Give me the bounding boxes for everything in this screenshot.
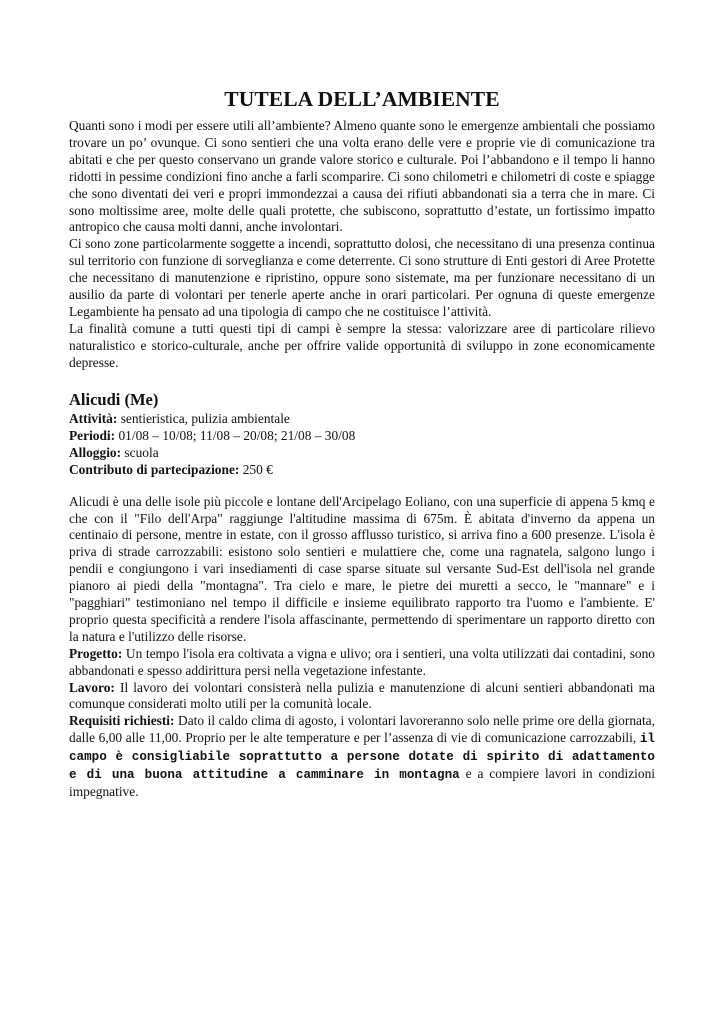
intro-paragraph-1: Quanti sono i modi per essere utili all’ambiente? Almeno quante sono le emergenze ambientali che possiamo trovare un po’ ovunque. Ci sono sentieri che una volta erano delle vere e proprie vie di comunicazione tra abitati e che per questo conservano un grande valore storico e culturale. Poi l’abbandono e il tempo li hanno ridotti in pessime condizioni fino anche a farli scomparire. Ci sono chilometri e chilometri di coste e spiagge che sono diventati dei veri e propri immondezzai a causa dei rifiuti abbandonati sia a terra che in mare. Ci sono moltissime aree, molte delle quali protette, che subiscono, soprattutto d’estate, un fortissimo impatto antropico che causa molti danni, anche involontari. [69,118,655,235]
intro-paragraph-3: La finalità comune a tutti questi tipi di campi è sempre la stessa: valorizzare aree di particolare rilievo naturalistico e storico-culturale, anche per offrire valide opportunità di sviluppo in zone economicamente depresse. [69,320,655,370]
camp-fee [69,461,655,478]
document-page [69,86,655,801]
camp-activity-value: sentieristica, pulizia ambientale [117,410,290,426]
camp-work [69,680,655,714]
camp-periods-label: Periodi: [69,427,116,443]
page-title: TUTELA DELL’AMBIENTE [224,87,500,111]
camp-periods-value: 01/08 – 10/08; 11/08 – 20/08; 21/08 – 30/08 [115,427,356,443]
camp-requirements-value: Dato il caldo clima di agosto, i volontari lavoreranno solo nelle prime ore della giornata, dalle 6,00 alle 11,00. Proprio per le alte temperature e per l’assenza di vie di comunicazione carrozzabili, [69,713,655,746]
camp-work-value: Il lavoro dei volontari consisterà nella pulizia e manutenzione di alcuni sentieri abbandonati ma comunque considerati molto utili per la comunità locale. [69,679,655,712]
camp-lodging-value: scuola [121,444,159,460]
camp-description: Alicudi è una delle isole più piccole e lontane dell'Arcipelago Eoliano, con una superficie di appena 5 kmq e che con il "Filo dell'Arpa" raggiunge l'altitudine massima di 675m. È abitata d'inverno da appena un centinaio di persone, mentre in estate, con il grosso afflusso turistico, si arriva fino a 600 presenze. L'isola è priva di strade carrozzabili: esistono solo sentieri e mulattiere che, come una ragnatela, salgono lungo i pendii e congiungono i vari insediamenti di case sparse situate sul versante Sud-Est dell'isola nel grande pianoro ai piedi della "montagna". Tra cielo e mare, le pietre dei muretti a secco, le "mannare" e i "pagghiari" testimoniano nel tempo il difficile e insieme equilibrato rapporto tra l'uomo e l'ambiente. E' proprio questa specificità a rendere l'isola affascinante, permettendo di sperimentare un rapporto diretto con la natura e l'utilizzo delle risorse. [69,493,655,644]
camp-activity [69,410,655,427]
camp-requirements [69,713,655,801]
camp-work-label: Lavoro: [69,679,115,695]
camp-title: Alicudi (Me) [69,389,159,409]
camp-requirements-label: Requisiti richiesti: [69,713,175,729]
camp-requirements-emphasis: il campo è consigliabile soprattutto a persone dotate di spirito di adattamento e di una buona attitudine a camminare in montagna [69,732,655,783]
camp-project [69,646,655,680]
camp-project-value: Un tempo l'isola era coltivata a vigna e ulivo; ora i sentieri, una volta utilizzati dai contadini, sono abbandonati e spesso addirittura persi nella vegetazione infestante. [69,645,655,678]
camp-periods [69,427,655,444]
camp-project-label: Progetto: [69,645,123,661]
camp-activity-label: Attività: [69,410,118,426]
camp-lodging-label: Alloggio: [69,444,122,460]
camp-requirements-end: e a compiere lavori in condizioni impegnative. [69,766,655,799]
camp-fee-label: Contributo di partecipazione: [69,461,240,477]
intro-paragraph-2: Ci sono zone particolarmente soggette a incendi, soprattutto dolosi, che necessitano di una presenza continua sul territorio con funzione di sorveglianza e come deterrente. Ci sono strutture di Enti gestori di Aree Protette che necessitano di manutenzione e ripristino, oppure sono sistemate, ma per funzionare necessitano di un ausilio da parte di volontari per tenerle aperte anche in orari particolari. Per ognuna di queste emergenze Legambiente ha pensato ad una tipologia di campo che ne costituisce l’attività. [69,236,655,319]
camp-fee-value: 250 € [239,461,273,477]
camp-lodging [69,444,655,461]
